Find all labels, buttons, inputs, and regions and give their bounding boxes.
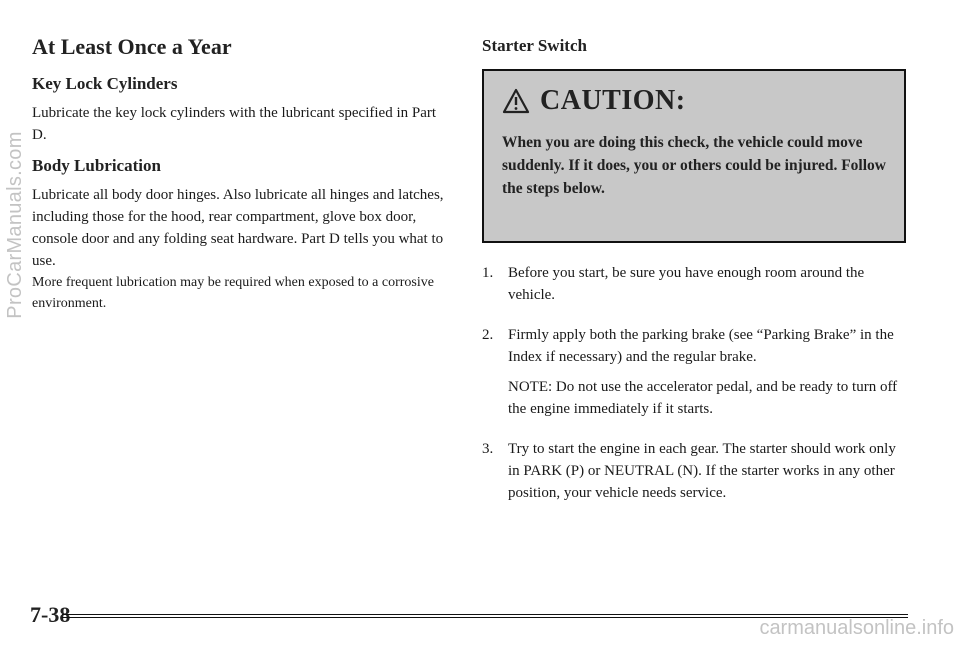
body-lubrication-note: More frequent lubrication may be required when exposed to a corrosive environment. bbox=[32, 275, 434, 311]
caution-text: When you are doing this check, the vehicle could move suddenly. If it does, you or others could be injured. Follow the steps below. bbox=[502, 134, 886, 197]
step-number: 2. bbox=[482, 327, 494, 343]
step-text: Firmly apply both the parking brake (see “Parking Brake” in the Index if necessary) and the regular brake. bbox=[508, 327, 894, 365]
warning-triangle-icon bbox=[502, 88, 530, 114]
caution-title: CAUTION: bbox=[540, 85, 686, 116]
step-number: 1. bbox=[482, 265, 494, 281]
step-body bbox=[508, 324, 906, 428]
caution-header bbox=[502, 85, 886, 117]
step-text: Try to start the engine in each gear. The starter should work only in PARK (P) or NEUTRAL (N). If the starter works in any other position, your vehicle needs service. bbox=[508, 441, 896, 501]
bottom-watermark: carmanualsonline.info bbox=[759, 617, 954, 639]
step-body bbox=[508, 262, 906, 314]
step-body bbox=[508, 438, 906, 512]
step-text: Before you start, be sure you have enough room around the vehicle. bbox=[508, 265, 865, 303]
list-item bbox=[482, 324, 906, 428]
caution-box bbox=[482, 69, 906, 243]
step-number: 3. bbox=[482, 441, 494, 457]
section-title: At Least Once a Year bbox=[32, 34, 232, 59]
key-lock-cylinders-heading: Key Lock Cylinders bbox=[32, 74, 178, 93]
list-item bbox=[482, 262, 906, 314]
side-watermark: ProCarManuals.com bbox=[4, 131, 26, 319]
body-lubrication-heading: Body Lubrication bbox=[32, 156, 161, 175]
key-lock-cylinders-text: Lubricate the key lock cylinders with the lubricant specified in Part D. bbox=[32, 105, 437, 143]
page-number: 7-38 bbox=[30, 602, 71, 627]
list-item bbox=[482, 438, 906, 512]
starter-switch-heading: Starter Switch bbox=[482, 36, 587, 55]
left-column bbox=[32, 30, 452, 324]
steps-list bbox=[482, 262, 906, 522]
right-column bbox=[482, 30, 910, 64]
body-lubrication-text: Lubricate all body door hinges. Also lubricate all hinges and latches, including those for the hood, rear compartment, glove box door, console door and any folding seat hardware. Part D tells you what to use. bbox=[32, 187, 444, 269]
step-note: NOTE: Do not use the accelerator pedal, and be ready to turn off the engine immediately if it starts. bbox=[508, 379, 898, 417]
